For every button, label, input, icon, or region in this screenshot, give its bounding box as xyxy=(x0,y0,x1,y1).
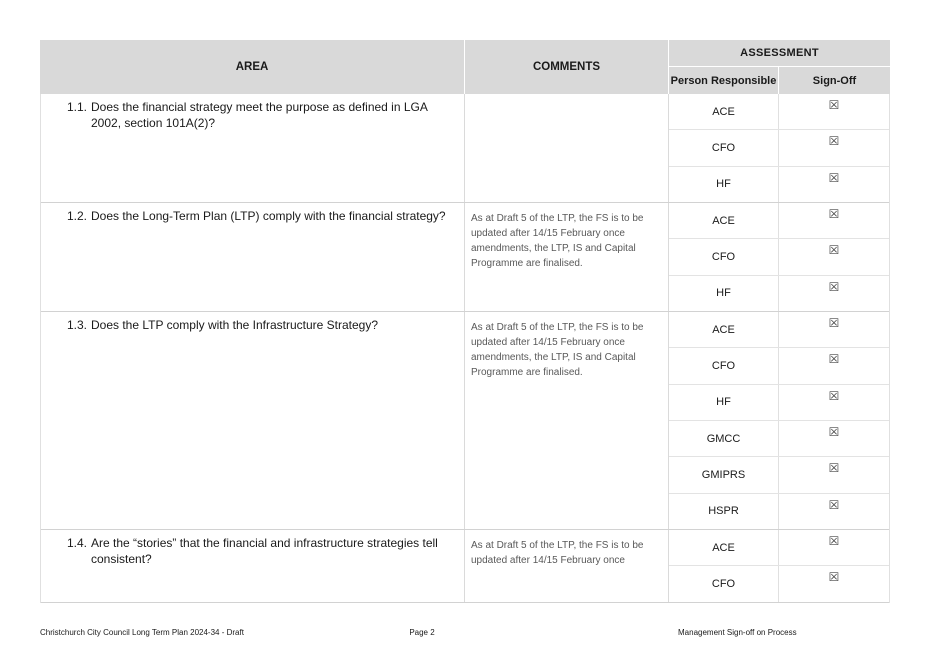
person-responsible: ACE xyxy=(669,203,779,238)
assessment-subrows xyxy=(669,312,889,529)
person-responsible: ACE xyxy=(669,312,779,347)
person-responsible: HF xyxy=(669,385,779,420)
header-area: AREA xyxy=(40,40,465,94)
assessment-subrow xyxy=(669,566,889,601)
table-row xyxy=(41,312,889,530)
question-text: Are the “stories” that the financial and infrastructure strategies tell consistent? xyxy=(91,535,438,566)
assessment-subrow xyxy=(669,167,889,202)
signoff-cell xyxy=(779,167,889,202)
footer-page-number: Page 2 xyxy=(409,628,435,637)
comment-text: As at Draft 5 of the LTP, the FS is to be updated after 14/15 February once amendments, the LTP, IS and Capital Programme are finalised. xyxy=(465,312,669,529)
person-responsible: HF xyxy=(669,167,779,202)
person-responsible: CFO xyxy=(669,239,779,274)
footer-doc-title: Christchurch City Council Long Term Plan 2024-34 - Draft xyxy=(40,628,244,637)
assessment-subrow xyxy=(669,94,889,130)
signoff-table xyxy=(40,40,890,603)
header-assessment-group xyxy=(669,40,890,94)
assessment-subrow xyxy=(669,276,889,311)
signoff-cell xyxy=(779,385,889,420)
assessment-subrows xyxy=(669,530,889,602)
assessment-subrow xyxy=(669,385,889,421)
person-responsible: ACE xyxy=(669,530,779,565)
signoff-checkbox-icon[interactable]: ☒ xyxy=(828,279,840,294)
header-person-responsible: Person Responsible xyxy=(669,67,779,94)
signoff-cell xyxy=(779,94,889,129)
question-text: Does the Long-Term Plan (LTP) comply with the financial strategy? xyxy=(91,208,446,223)
header-comments: COMMENTS xyxy=(465,40,669,94)
assessment-subrow xyxy=(669,457,889,493)
question-number: 1.3. xyxy=(67,317,88,332)
signoff-cell xyxy=(779,239,889,274)
person-responsible: CFO xyxy=(669,130,779,165)
header-sign-off: Sign-Off xyxy=(779,67,890,94)
signoff-cell xyxy=(779,421,889,456)
signoff-cell xyxy=(779,348,889,383)
signoff-checkbox-icon[interactable]: ☒ xyxy=(828,497,840,512)
table-header xyxy=(40,40,890,94)
table-body xyxy=(40,94,890,603)
comment-text: As at Draft 5 of the LTP, the FS is to be updated after 14/15 February once amendments, the LTP, IS and Capital Programme are finalised. xyxy=(465,203,669,311)
question-text: Does the LTP comply with the Infrastructure Strategy? xyxy=(91,317,379,332)
signoff-cell xyxy=(779,457,889,492)
signoff-checkbox-icon[interactable]: ☒ xyxy=(828,461,840,476)
signoff-checkbox-icon[interactable]: ☒ xyxy=(828,170,840,185)
area-cell xyxy=(41,530,465,602)
signoff-cell xyxy=(779,130,889,165)
assessment-subrows xyxy=(669,94,889,202)
question-number: 1.4. xyxy=(67,535,88,550)
table-row xyxy=(41,530,889,603)
signoff-cell xyxy=(779,276,889,311)
assessment-subrow xyxy=(669,203,889,239)
question-number: 1.1. xyxy=(67,100,88,114)
signoff-checkbox-icon[interactable]: ☒ xyxy=(828,570,840,585)
assessment-subrow xyxy=(669,421,889,457)
footer-doc-section: Management Sign-off on Process xyxy=(678,628,797,637)
signoff-checkbox-icon[interactable]: ☒ xyxy=(828,424,840,439)
person-responsible: GMCC xyxy=(669,421,779,456)
table-row xyxy=(41,94,889,203)
signoff-cell xyxy=(779,530,889,565)
signoff-checkbox-icon[interactable]: ☒ xyxy=(828,352,840,367)
assessment-subrow xyxy=(669,348,889,384)
signoff-checkbox-icon[interactable]: ☒ xyxy=(828,206,840,221)
signoff-cell xyxy=(779,494,889,529)
area-cell xyxy=(41,312,465,529)
person-responsible: HF xyxy=(669,276,779,311)
person-responsible: CFO xyxy=(669,348,779,383)
comment-text xyxy=(465,94,669,202)
person-responsible: GMIPRS xyxy=(669,457,779,492)
comment-text: As at Draft 5 of the LTP, the FS is to be updated after 14/15 February once xyxy=(465,530,669,602)
person-responsible: CFO xyxy=(669,566,779,601)
signoff-checkbox-icon[interactable]: ☒ xyxy=(828,315,840,330)
question-number: 1.2. xyxy=(67,208,88,223)
header-assessment-subrow xyxy=(669,67,890,94)
area-cell xyxy=(41,203,465,311)
signoff-checkbox-icon[interactable]: ☒ xyxy=(828,243,840,258)
assessment-subrow xyxy=(669,130,889,166)
table-row xyxy=(41,203,889,312)
person-responsible: ACE xyxy=(669,94,779,129)
signoff-cell xyxy=(779,566,889,601)
assessment-subrow xyxy=(669,239,889,275)
assessment-subrow xyxy=(669,530,889,566)
assessment-subrow xyxy=(669,494,889,529)
question-text: Does the financial strategy meet the purpose as defined in LGA 2002, section 101A(2)? xyxy=(91,100,428,130)
signoff-checkbox-icon[interactable]: ☒ xyxy=(828,134,840,149)
assessment-subrow xyxy=(669,312,889,348)
signoff-cell xyxy=(779,312,889,347)
signoff-checkbox-icon[interactable]: ☒ xyxy=(828,388,840,403)
signoff-checkbox-icon[interactable]: ☒ xyxy=(828,98,840,112)
assessment-subrows xyxy=(669,203,889,311)
area-cell xyxy=(41,94,465,202)
signoff-checkbox-icon[interactable]: ☒ xyxy=(828,533,840,548)
person-responsible: HSPR xyxy=(669,494,779,529)
header-assessment: ASSESSMENT xyxy=(669,40,890,67)
signoff-cell xyxy=(779,203,889,238)
